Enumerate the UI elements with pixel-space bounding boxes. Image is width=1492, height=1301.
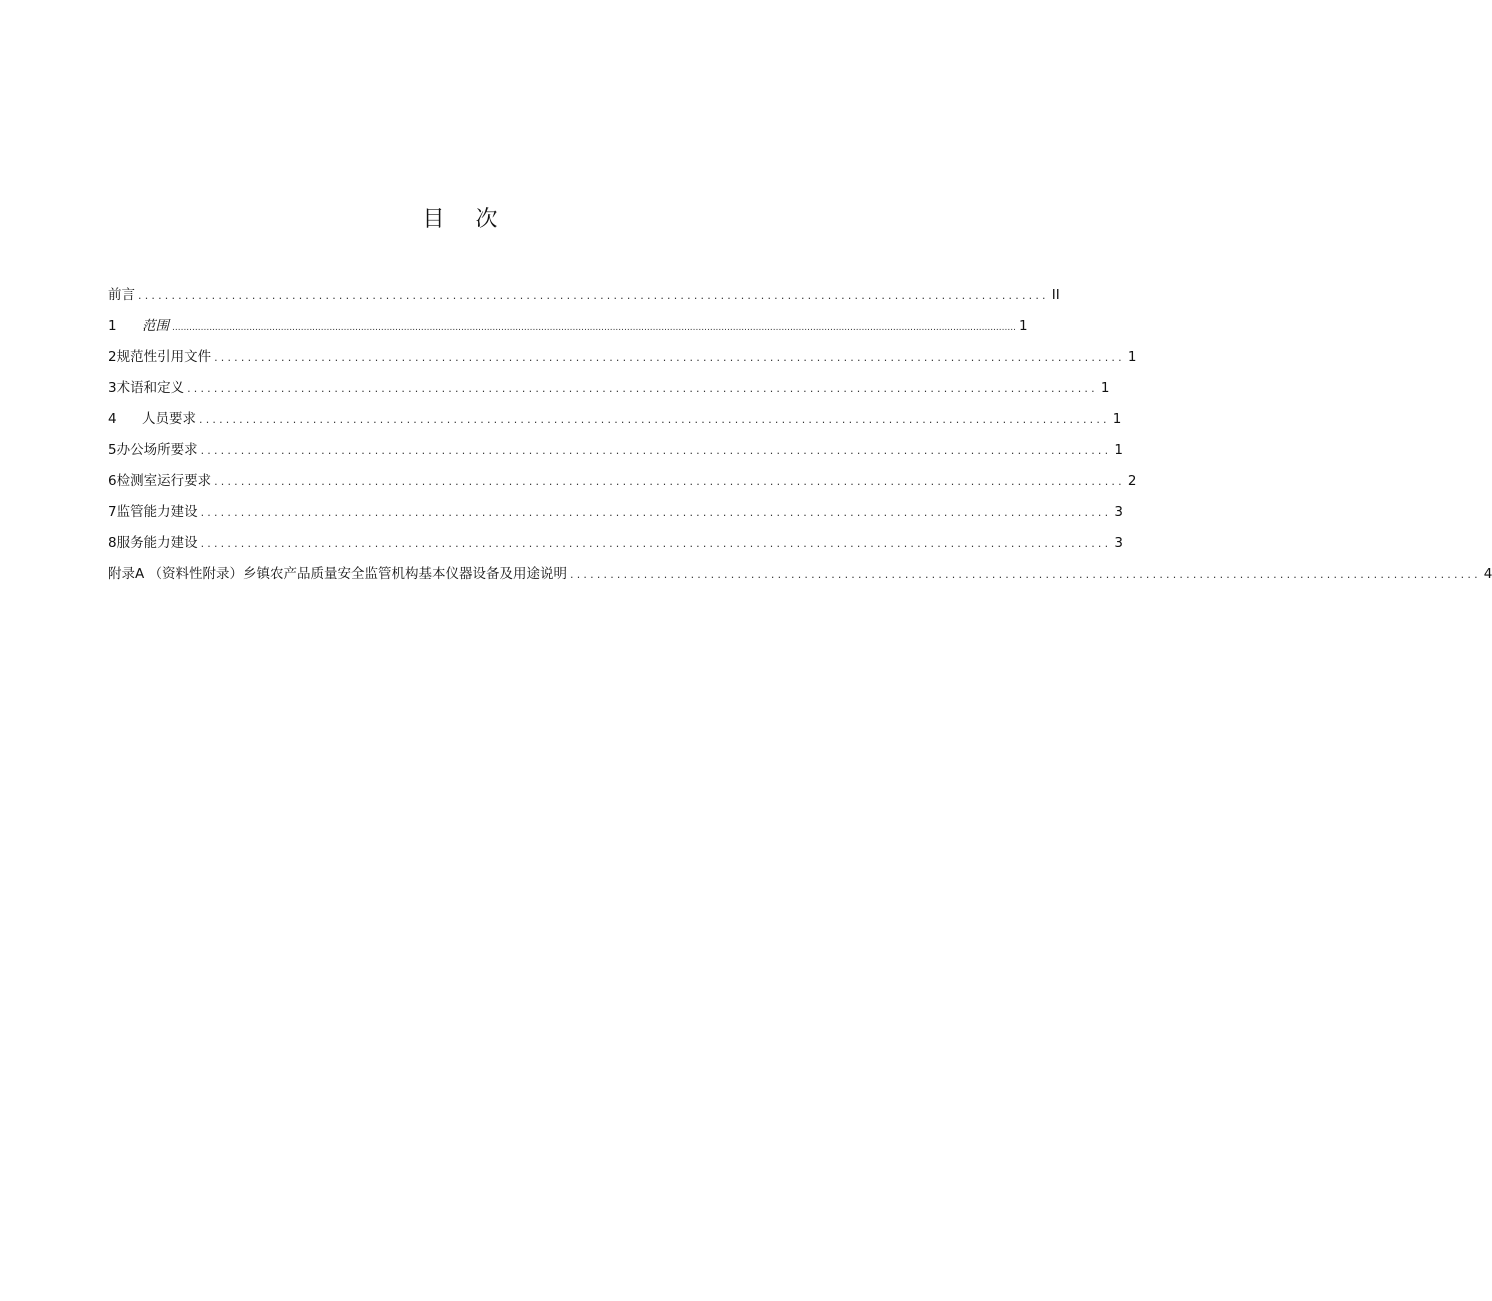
toc-entry-number: 5: [108, 442, 117, 458]
toc-entry-scope[interactable]: [108, 311, 1028, 342]
toc-leader-dots: .......................................................................................................................................................................................................................................................................................................: [172, 323, 1016, 333]
toc-title: 目 次: [422, 207, 510, 232]
toc-leader-dots: ........................................................................................................................................: [200, 537, 1112, 550]
toc-entry-supervision-capacity[interactable]: [108, 497, 1123, 528]
toc-entry-lab-operation[interactable]: [108, 466, 1137, 497]
toc-leader-dots: ........................................................................................................................................: [200, 506, 1112, 519]
toc-page-number: 2: [1127, 473, 1137, 489]
toc-leader-dots: ........................................................................................................................................: [187, 382, 1098, 395]
toc-page-number: 1: [1112, 411, 1122, 427]
toc-entry-normative-references[interactable]: [108, 342, 1137, 373]
toc-page-number: 1: [1100, 380, 1110, 396]
toc-entry-terms-definitions[interactable]: [108, 373, 1110, 404]
table-of-contents: [108, 280, 1492, 590]
toc-leader-dots: ........................................................................................................................................: [199, 413, 1110, 426]
toc-entry-text: 规范性引用文件: [116, 349, 212, 365]
toc-entry-number: 2: [108, 349, 117, 365]
toc-entry-text: 办公场所要求: [116, 442, 198, 458]
toc-entry-service-capacity[interactable]: [108, 528, 1123, 559]
toc-entry-text: 服务能力建设: [116, 535, 198, 551]
toc-entry-text: 术语和定义: [116, 380, 185, 396]
toc-leader-dots: ........................................................................................................................................: [570, 568, 1481, 581]
toc-entry-text: 监管能力建设: [116, 504, 198, 520]
toc-page-number: 1: [1018, 318, 1028, 334]
toc-leader-dots: ........................................................................................................................................: [200, 444, 1112, 457]
toc-page-number: II: [1051, 287, 1060, 303]
toc-page-number: 4: [1483, 566, 1492, 582]
toc-entry-number: 8: [108, 535, 117, 551]
toc-leader-dots: ........................................................................................................................................: [214, 351, 1125, 364]
toc-page-number: 3: [1114, 535, 1123, 551]
toc-entry-text: 前言: [108, 287, 135, 303]
toc-entry-text: 附录A （资料性附录）乡镇农产品质量安全监管机构基本仪器设备及用途说明: [108, 566, 568, 582]
toc-entry-number: 3: [108, 380, 117, 396]
toc-entry-text: 范围: [142, 318, 169, 334]
toc-page-number: 1: [1114, 442, 1123, 458]
toc-entry-text: 检测室运行要求: [116, 473, 212, 489]
toc-page-number: 1: [1127, 349, 1137, 365]
toc-page-number: 3: [1114, 504, 1123, 520]
toc-leader-dots: ........................................................................................................................................: [214, 475, 1125, 488]
toc-entry-number: 7: [108, 504, 117, 520]
toc-entry-number: 1: [108, 318, 117, 334]
toc-entry-preface[interactable]: [108, 280, 1060, 311]
toc-leader-dots: ........................................................................................................................................: [138, 289, 1049, 302]
toc-entry-text: 人员要求: [142, 411, 196, 427]
toc-entry-personnel[interactable]: [108, 404, 1122, 435]
toc-entry-appendix-a[interactable]: [108, 559, 1492, 590]
toc-entry-number: 6: [108, 473, 117, 489]
toc-entry-number: 4: [108, 411, 117, 427]
toc-entry-office[interactable]: [108, 435, 1123, 466]
